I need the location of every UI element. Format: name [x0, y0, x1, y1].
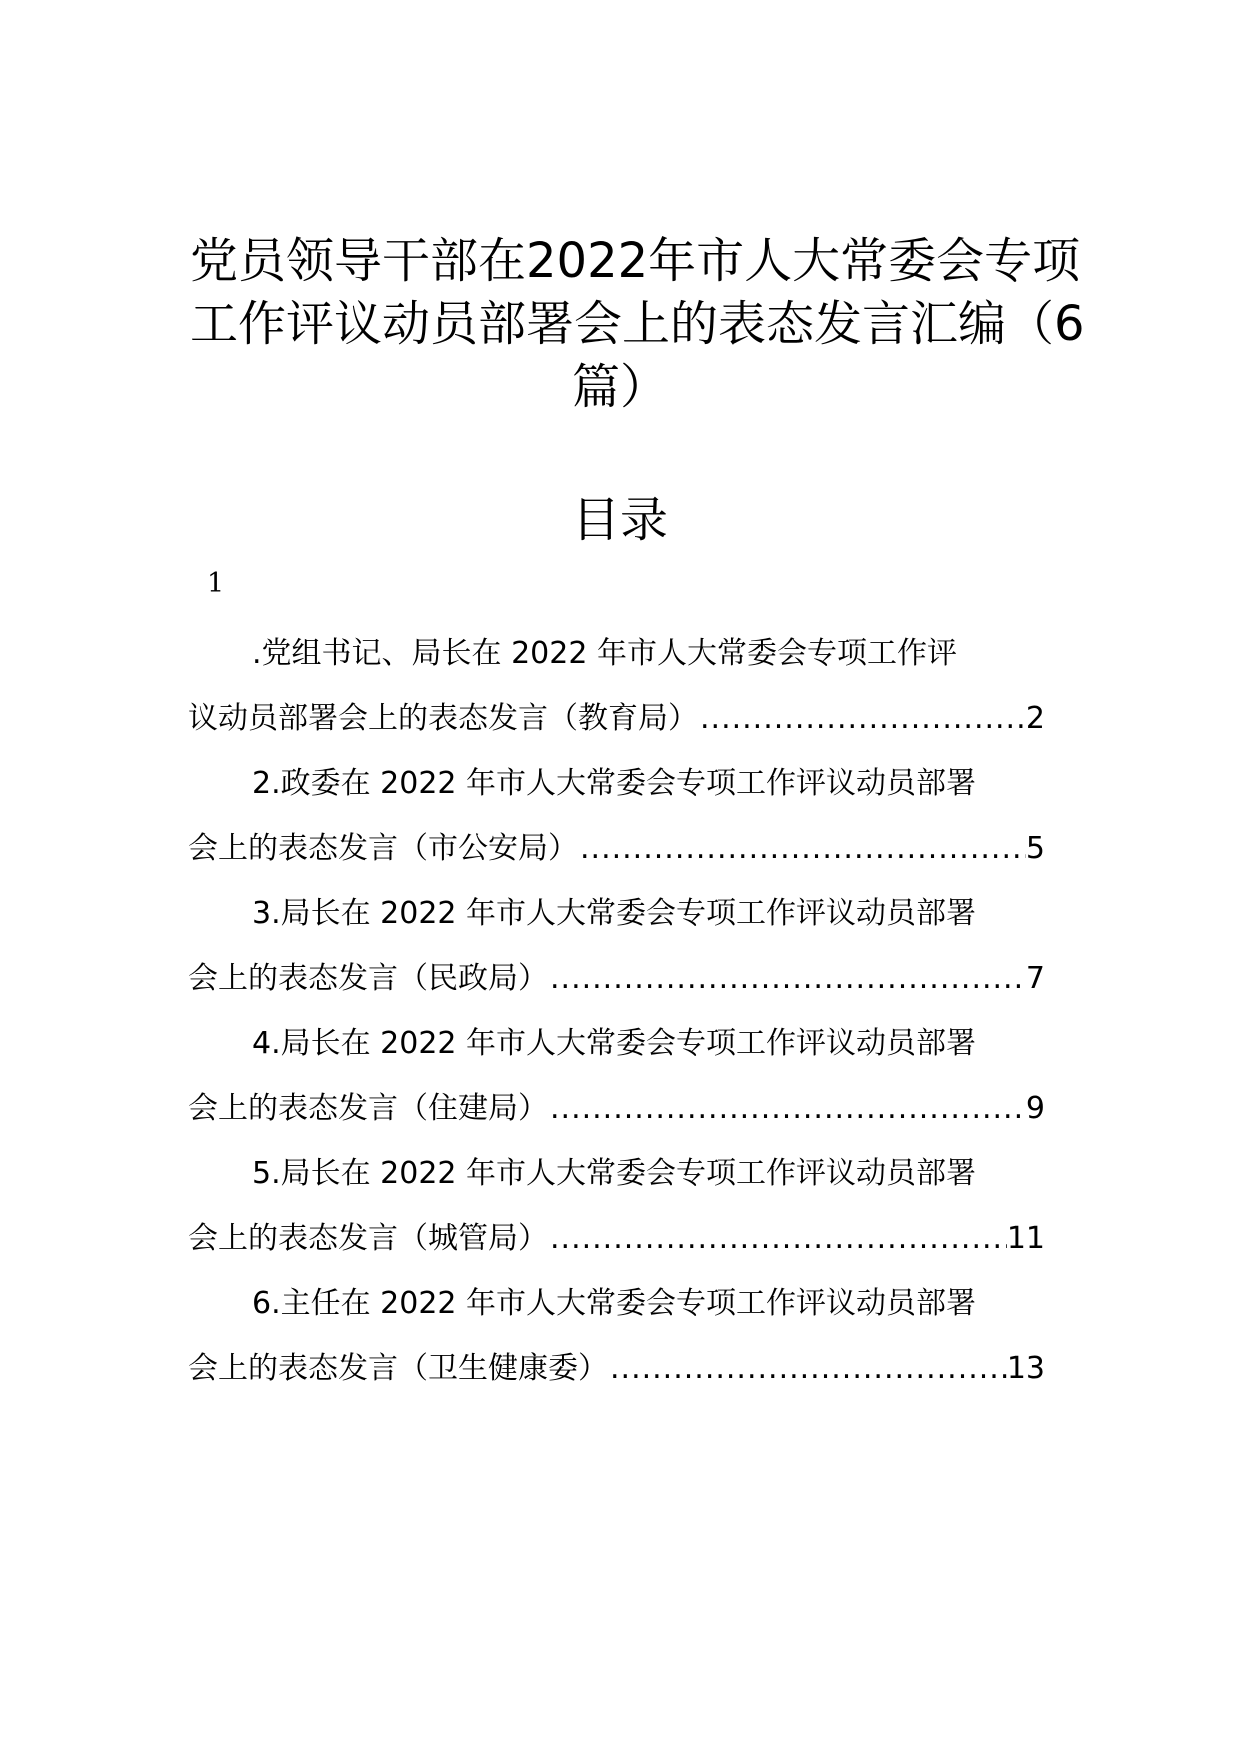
toc-entry-3[interactable]	[188, 881, 1045, 1011]
toc-entry-title: 6.主任在 2022 年市人大常委会专项工作评议动员部署	[252, 1286, 977, 1321]
toc-entry-title: 5.局长在 2022 年市人大常委会专项工作评议动员部署	[252, 1156, 977, 1191]
toc-entry-continuation	[188, 1336, 1045, 1401]
toc-dot-leader	[548, 1206, 1007, 1271]
title-line-1: 党员领导干部在2022年市人大常委会专项	[190, 233, 1081, 289]
toc-entry-4[interactable]	[188, 1011, 1045, 1141]
toc-dot-leader	[548, 1076, 1026, 1141]
toc-entry-text: 会上的表态发言（住建局）	[188, 1091, 548, 1126]
toc-entry-continuation	[188, 686, 1045, 751]
toc-entry-2[interactable]	[188, 751, 1045, 881]
toc-entry-5[interactable]	[188, 1141, 1045, 1271]
toc-entry-text: 会上的表态发言（城管局）	[188, 1221, 548, 1256]
toc-page-number: 11	[1006, 1221, 1045, 1256]
toc-entry-continuation	[188, 1206, 1045, 1271]
toc-page-number: 5	[1025, 831, 1045, 866]
toc-page-number: 7	[1025, 961, 1045, 996]
toc-dot-leader	[548, 946, 1026, 1011]
toc-entry-title: .党组书记、局长在 2022 年市人大常委会专项工作评	[252, 636, 957, 671]
toc-entry-6[interactable]	[188, 1271, 1045, 1401]
toc-entry-title: 4.局长在 2022 年市人大常委会专项工作评议动员部署	[252, 1026, 977, 1061]
toc-page-number: 2	[1025, 701, 1045, 736]
toc-page-number: 9	[1025, 1091, 1045, 1126]
toc-entry-continuation	[188, 946, 1045, 1011]
toc-heading: 目录	[571, 492, 668, 548]
toc-entry-text: 会上的表态发言（市公安局）	[188, 831, 578, 866]
table-of-contents	[188, 621, 1045, 1401]
toc-entry-title: 2.政委在 2022 年市人大常委会专项工作评议动员部署	[252, 766, 977, 801]
toc-dot-leader	[698, 686, 1026, 751]
title-line-3: 篇）	[571, 359, 668, 415]
toc-page-number: 13	[1006, 1351, 1045, 1386]
toc-dot-leader	[608, 1336, 1007, 1401]
toc-entry-title: 3.局长在 2022 年市人大常委会专项工作评议动员部署	[252, 896, 977, 931]
toc-entry-text: 会上的表态发言（民政局）	[188, 961, 548, 996]
toc-entry-text: 会上的表态发言（卫生健康委）	[188, 1351, 608, 1386]
toc-dot-leader	[578, 816, 1026, 881]
title-line-2: 工作评议动员部署会上的表态发言汇编（6	[190, 296, 1085, 352]
document-title	[190, 230, 1085, 419]
stray-list-number: 1	[207, 568, 225, 599]
toc-entry-continuation	[188, 816, 1045, 881]
toc-entry-1[interactable]	[188, 621, 1045, 751]
toc-entry-text: 议动员部署会上的表态发言（教育局）	[188, 701, 698, 736]
toc-entry-continuation	[188, 1076, 1045, 1141]
